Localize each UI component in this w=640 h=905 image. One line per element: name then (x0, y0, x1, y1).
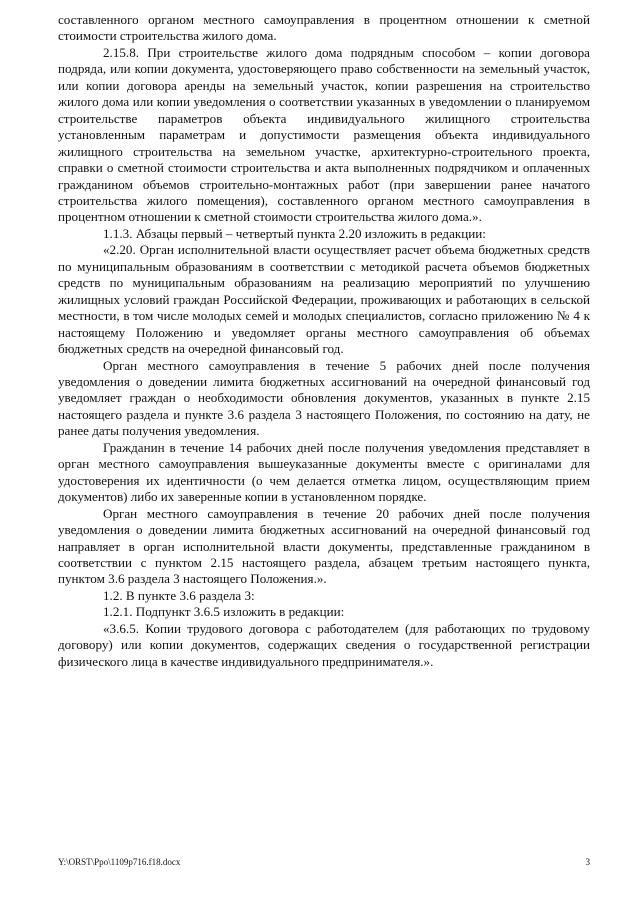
paragraph: 2.15.8. При строительстве жилого дома подрядным способом – копии договора подряда, или копии документа, удостоверяющего право собственности на земельный участок, или копии договора аренды на земельный участок, копии разрешения на строительство жилого дома или копии уведомления о соответствии указанных в уведомлении о планируемом строительстве параметров объекта индивидуального жилищного строительства установленным параметрам и допустимости размещения объекта индивидуального жилищного строительства на земельном участке, архитектурно-строительного проекта, справки о сметной стоимости строительства и акта выполненных подрядчиком и оплаченных гражданином объемов строительно-монтажных работ (при завершении ранее начатого строительства жилого помещения), составленного органом местного самоуправления в процентном отношении к сметной стоимости строительства жилого дома.». (58, 44, 590, 225)
paragraph: составленного органом местного самоуправления в процентном отношении к сметной стоимости строительства жилого дома. (58, 12, 590, 44)
paragraph: 1.2. В пункте 3.6 раздела 3: (103, 587, 255, 603)
paragraph: 1.1.3. Абзацы первый – четвертый пункта 2.20 изложить в редакции: (103, 225, 486, 241)
paragraph: Орган местного самоуправления в течение 5 рабочих дней после получения уведомления о доведении лимита бюджетных ассигнований на очередной финансовый год уведомляет граждан о необходимости обновления документов, указанных в пункте 2.15 настоящего раздела и пункте 3.6 раздела 3 настоящего Положения, по состоянию на дату, не ранее даты получения уведомления. (58, 357, 590, 439)
page-footer (58, 856, 590, 868)
paragraph: Гражданин в течение 14 рабочих дней после получения уведомления представляет в орган местного самоуправления вышеуказанные документы вместе с оригиналами для удостоверения их идентичности (о чем делается отметка лицом, осуществляющим прием документов) либо их заверенные копии в установленном порядке. (58, 439, 590, 505)
paragraph: «2.20. Орган исполнительной власти осуществляет расчет объема бюджетных средств по муниципальным образованиям в соответствии с методикой расчета объемов бюджетных средств по муниципальным образованиям на реализацию мероприятий по улучшению жилищных условий граждан Российской Федерации, проживающих и работающих в сельской местности, в том числе молодых семей и молодых специалистов, согласно приложению № 4 к настоящему Положению и уведомляет органы местного самоуправления об объемах бюджетных средств на очередной финансовый год. (58, 242, 590, 357)
paragraph: 1.2.1. Подпункт 3.6.5 изложить в редакции: (103, 604, 345, 620)
document-page (58, 12, 590, 670)
paragraph: «3.6.5. Копии трудового договора с работодателем (для работающих по трудовому договору) или копии документов, содержащих сведения о государственной регистрации физического лица в качестве индивидуального предпринимателя.». (58, 620, 590, 669)
footer-file-path: Y:\ORST\Ppo\1109p716.f18.docx (58, 857, 181, 867)
page-number: 3 (585, 857, 590, 867)
paragraph: Орган местного самоуправления в течение 20 рабочих дней после получения уведомления о доведении лимита бюджетных ассигнований на очередной финансовый год направляет в орган исполнительной власти документы, представленные гражданином в соответствии с пунктом 2.15 настоящего раздела, абзацем третьим настоящего пункта, пунктом 3.6 раздела 3 настоящего Положения.». (58, 505, 590, 587)
